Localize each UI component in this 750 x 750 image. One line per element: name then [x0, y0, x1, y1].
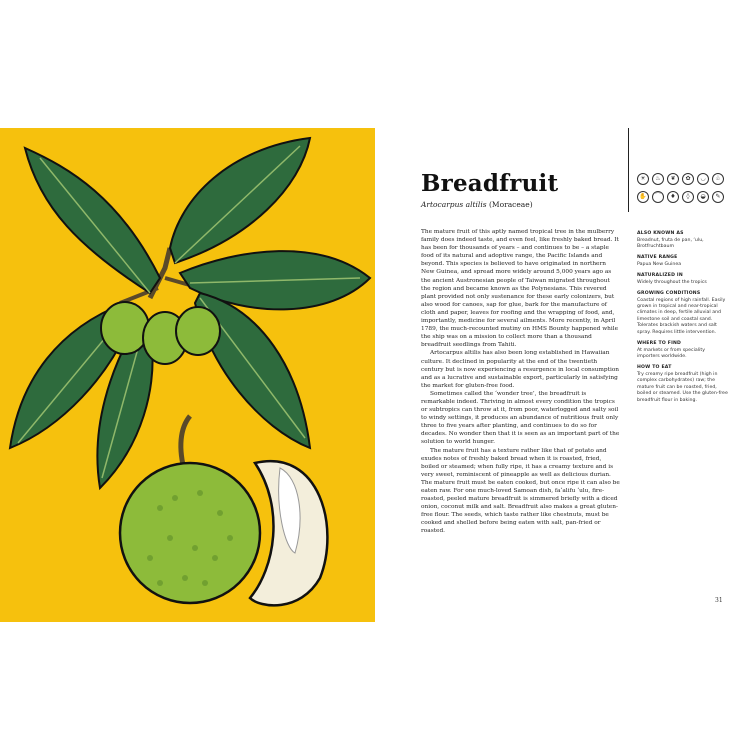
sidebar-section — [637, 273, 729, 286]
pan-icon: ⌒ — [652, 191, 664, 203]
sidebar-heading: NATURALIZED IN — [637, 273, 683, 279]
leaf-icon: ❦ — [667, 173, 679, 185]
sidebar-text: Papua New Guinea — [637, 261, 682, 267]
fact-sidebar — [637, 231, 729, 409]
sidebar-heading: NATIVE RANGE — [637, 255, 678, 261]
sidebar-text: Breadnut, fruta de pan, ‘ulu, Brotfruchtbaum — [637, 237, 704, 249]
flame-icon: ♦ — [667, 191, 679, 203]
sidebar-section — [637, 255, 729, 268]
page-number: 31 — [715, 597, 723, 604]
sun-icon: ☀ — [637, 173, 649, 185]
sidebar-heading: HOW TO EAT — [637, 365, 672, 371]
body-paragraph: The mature fruit of this aptly named tropical tree in the mulberry family does indeed taste, and even feel, like freshly baked bread. It has been for thousands of years – and continues to be – a staple food of its natural and adoptive range, the Pacific Islands and beyond. This species is believed to have originated in northern New Guinea, and spread more widely around 5,000 years ago as the ancient Austronesian people of Taiwan migrated throughout the region and became known as the Polynesians. This revered plant provided not only sustenance for these early colonizers, but also wood for canoes, sap for glue, bark for the manufacture of cloth and paper, leaves for roofing and the wrapping of food, and, importantly, medicine for several ailments. More recently, in April 1789, the much-recounted mutiny on HMS Bounty happened while the ship was on a mission to collect more than a thousand breadfruit seedlings from Tahiti. — [421, 229, 619, 349]
cup-icon: ◒ — [697, 191, 709, 203]
hand-icon: ✋ — [637, 191, 649, 203]
illustration-svg — [0, 128, 375, 622]
sidebar-heading: GROWING CONDITIONS — [637, 291, 701, 297]
thermometer-icon: ♨ — [652, 173, 664, 185]
plant-icon: ✿ — [682, 173, 694, 185]
latin-name: Artocarpus altilis — [421, 200, 487, 209]
column-divider — [628, 128, 629, 212]
sidebar-section — [637, 231, 729, 250]
sidebar-section — [637, 341, 729, 360]
sidebar-section — [637, 291, 729, 336]
page-title: Breadfruit — [421, 170, 559, 197]
sidebar-heading: WHERE TO FIND — [637, 341, 682, 347]
bowl-icon: ◡ — [697, 173, 709, 185]
sidebar-text: At markets or from speciality importers worldwide. — [637, 347, 705, 359]
latin-name-line — [421, 200, 533, 209]
sidebar-heading: ALSO KNOWN AS — [637, 231, 684, 236]
seedling-icon: ♧ — [712, 173, 724, 185]
plant-family: (Moraceae) — [488, 200, 533, 209]
sidebar-text: Try creamy ripe breadfruit (high in complex carbohydrates) raw; the mature fruit can be roasted, fried, boiled or steamed. Use the gluten-free breadfruit flour in baking. — [637, 371, 728, 403]
body-paragraph: The mature fruit has a texture rather like that of potato and exudes notes of freshly baked bread when it is roasted, fried, boiled or steamed; when fully ripe, it has a creamy texture and is very sweet, reminiscent of pineapple as well as delicious durian. The mature fruit must be eaten cooked, but once ripe it can also be eaten raw. For one much-loved Samoan dish, fa‘alifu ‘ulu, fire-roasted, peeled mature breadfruit is simmered briefly with a diced onion, coconut milk and salt. Breadfruit also makes a great gluten-free flour. The seeds, which taste rather like chestnuts, must be cooked and shelled before being eaten with salt, pan-fried or roasted. — [421, 447, 620, 535]
knife-icon: ✎ — [712, 191, 724, 203]
sidebar-text: Widely throughout the tropics — [637, 279, 707, 285]
sidebar-text: Coastal regions of high rainfall. Easily grown in tropical and near-tropical climates in deep, fertile alluvial and limestone soil and coastal sand. Tolerates brackish waters and salt spray. Requires little intervention. — [637, 297, 726, 335]
body-paragraph: Artocarpus altilis has also been long established in Hawaiian culture. It declined in popularity at the end of the twentieth century but is now experiencing a resurgence in local consumption and as a lucrative and sustainable export, particularly in satisfying the market for gluten-free food. — [421, 350, 620, 389]
sidebar-section — [637, 365, 729, 404]
drop-icon: ◊ — [682, 191, 694, 203]
usage-icon-grid — [637, 173, 727, 203]
body-text — [421, 228, 620, 536]
whole-breadfruit — [120, 463, 260, 603]
breadfruit-illustration — [0, 128, 375, 622]
body-paragraph: Sometimes called the ‘wonder tree’, the breadfruit is remarkable indeed. Thriving in almost every condition the tropics or subtropics can throw at it, from poor, waterlogged and salty soil to windy settings, it produces an abundance of nutritious fruit only three to five years after planting, and continues to do so for decades. No wonder then that it is seen as an important part of the solution to world hunger. — [421, 390, 620, 446]
